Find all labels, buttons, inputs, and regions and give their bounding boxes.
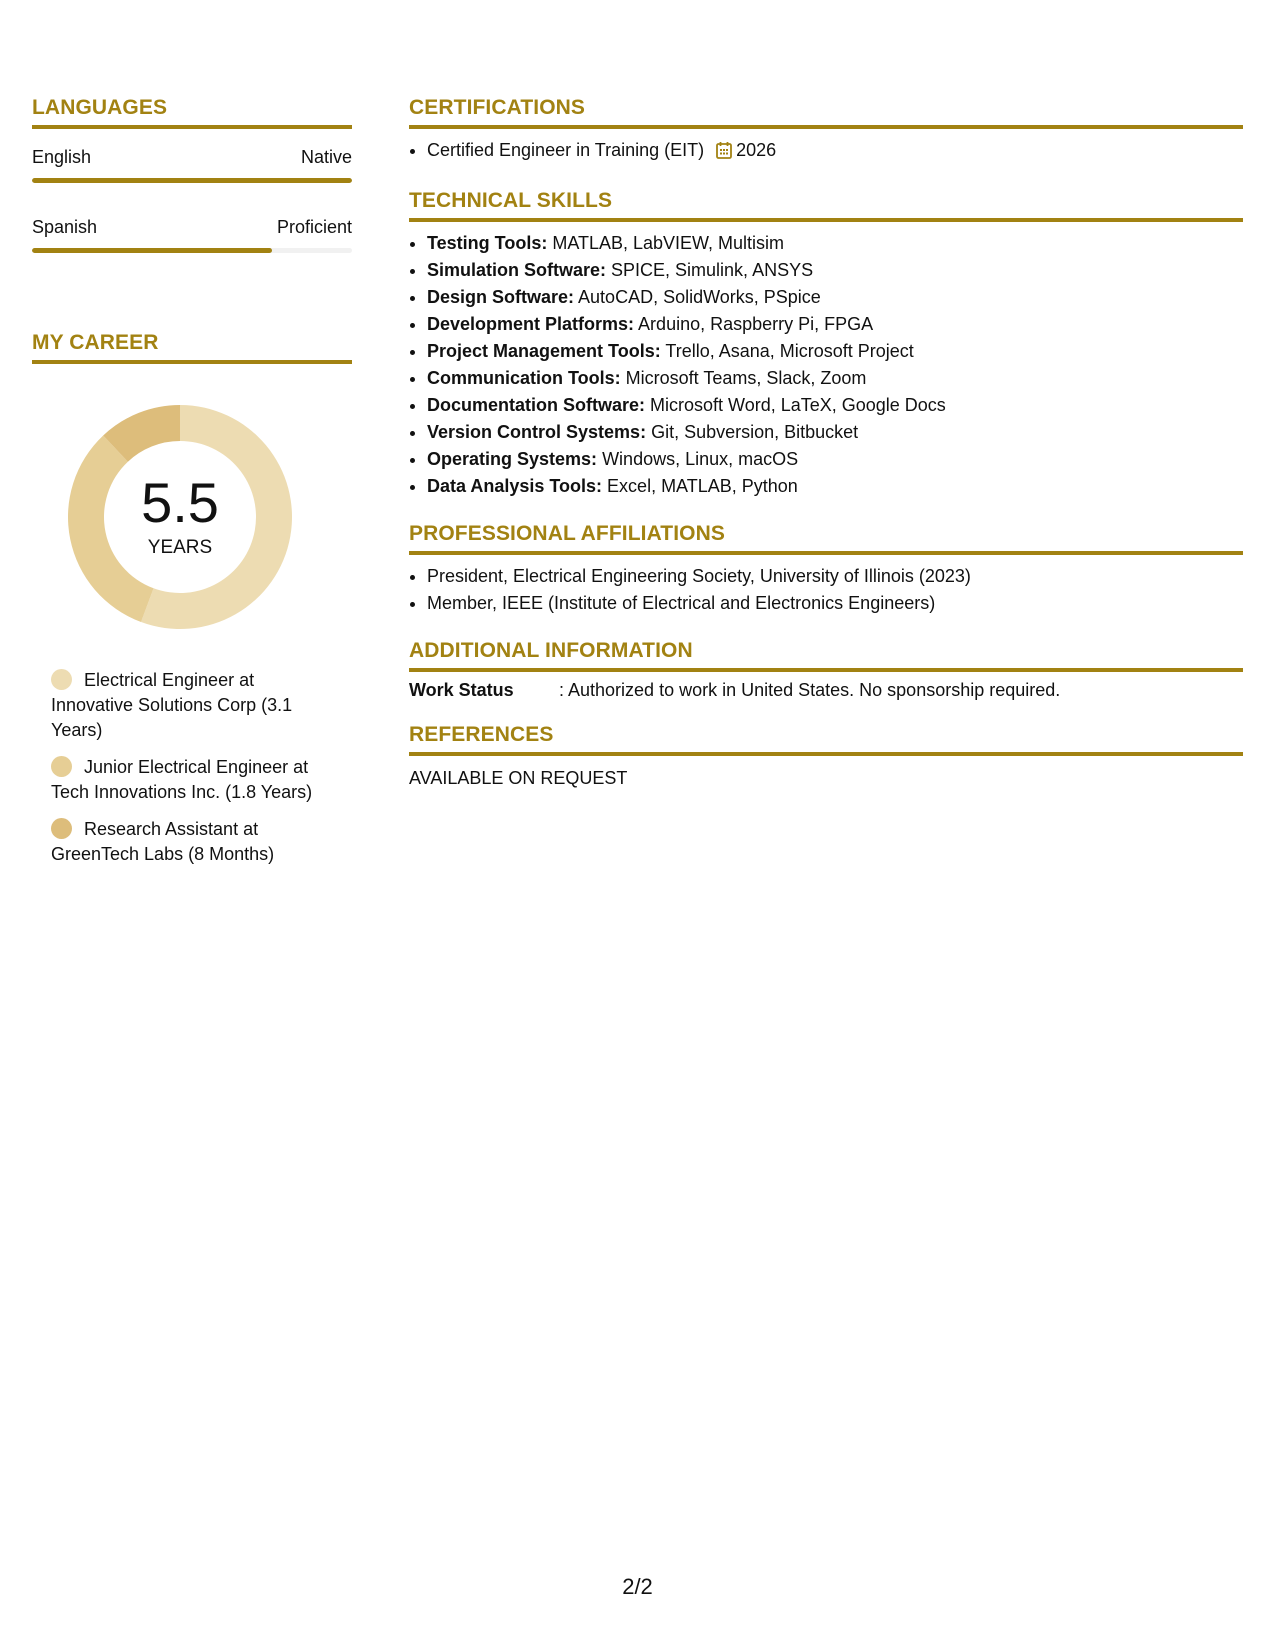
skill-value: AutoCAD, SolidWorks, PSpice [574, 287, 821, 307]
career-donut-chart [67, 404, 293, 630]
certification-year: 2026 [736, 140, 777, 160]
language-proficiency-bar [32, 248, 352, 253]
career-legend-item [51, 668, 341, 743]
skill-item [427, 284, 1243, 311]
career-total-value: 5.5 [141, 471, 219, 534]
skill-label: Testing Tools: [427, 233, 548, 253]
language-item-spanish [32, 217, 352, 253]
skill-value: Windows, Linux, macOS [597, 449, 799, 469]
skill-label: Version Control Systems: [427, 422, 647, 442]
legend-dot [51, 756, 72, 777]
legend-dot [51, 669, 72, 690]
work-status-label: Work Status [409, 680, 514, 700]
languages-title: LANGUAGES [32, 88, 352, 129]
career-legend-item [51, 755, 341, 805]
work-status-row [409, 680, 1243, 701]
language-item-english [32, 147, 352, 183]
skill-item [427, 419, 1243, 446]
language-name: Spanish [32, 217, 98, 237]
language-name: English [32, 147, 92, 167]
skill-value: SPICE, Simulink, ANSYS [606, 260, 814, 280]
work-status-value: : Authorized to work in United States. No sponsorship required. [559, 680, 1061, 700]
skill-value: Trello, Asana, Microsoft Project [660, 341, 914, 361]
skill-value: Arduino, Raspberry Pi, FPGA [634, 314, 874, 334]
skill-label: Design Software: [427, 287, 575, 307]
affiliation-item: • Member, IEEE (Institute of Electrical and Electronics Engineers) [427, 590, 1243, 617]
skill-value: Microsoft Teams, Slack, Zoom [620, 368, 867, 388]
legend-dot [51, 818, 72, 839]
skill-item [427, 473, 1243, 500]
skill-item [427, 392, 1243, 419]
career-legend [32, 668, 341, 867]
skill-value: MATLAB, LabVIEW, Multisim [547, 233, 785, 253]
skill-label: Operating Systems: [427, 449, 598, 469]
career-entry-text: Junior Electrical Engineer at Tech Innovations Inc. (1.8 Years) [51, 757, 313, 802]
language-level: Native [300, 147, 352, 167]
technical-skills-list [409, 230, 1243, 500]
page-number: 2/2 [622, 1574, 653, 1599]
technical-skills-title: TECHNICAL SKILLS [409, 181, 1243, 222]
references-title: REFERENCES [409, 715, 1243, 756]
career-legend-item [51, 817, 341, 867]
skill-label: Simulation Software: [427, 260, 607, 280]
certification-item [427, 137, 1243, 167]
affiliations-title: PROFESSIONAL AFFILIATIONS [409, 514, 1243, 555]
career-entry-text: Research Assistant at GreenTech Labs (8 Months) [51, 819, 275, 864]
affiliations-list [409, 563, 1243, 617]
skill-value: Microsoft Word, LaTeX, Google Docs [645, 395, 946, 415]
skill-label: Development Platforms: [427, 314, 635, 334]
skill-item [427, 257, 1243, 284]
skill-item [427, 311, 1243, 338]
language-proficiency-fill [32, 178, 352, 183]
calendar-icon [716, 140, 732, 167]
left-column [32, 88, 352, 879]
career-total-unit: YEARS [147, 537, 213, 558]
certifications-list [409, 137, 1243, 167]
references-text: AVAILABLE ON REQUEST [409, 768, 628, 788]
skill-label: Project Management Tools: [427, 341, 661, 361]
skill-value: Excel, MATLAB, Python [602, 476, 798, 496]
certifications-title: CERTIFICATIONS [409, 88, 1243, 129]
skill-item [427, 230, 1243, 257]
right-column [409, 88, 1243, 789]
skill-item [427, 446, 1243, 473]
skill-label: Communication Tools: [427, 368, 621, 388]
certification-name: Certified Engineer in Training (EIT) [427, 140, 705, 160]
career-entry-text: Electrical Engineer at Innovative Solutions Corp (3.1 Years) [51, 670, 293, 740]
language-level: Proficient [276, 217, 352, 237]
affiliation-item: • President, Electrical Engineering Society, University of Illinois (2023) [427, 563, 1243, 590]
skill-label: Documentation Software: [427, 395, 646, 415]
career-title: MY CAREER [32, 323, 352, 364]
additional-info-title: ADDITIONAL INFORMATION [409, 631, 1243, 672]
skill-item [427, 338, 1243, 365]
skill-label: Data Analysis Tools: [427, 476, 603, 496]
language-proficiency-fill [32, 248, 272, 253]
language-proficiency-bar [32, 178, 352, 183]
skill-item [427, 365, 1243, 392]
skill-value: Git, Subversion, Bitbucket [646, 422, 859, 442]
